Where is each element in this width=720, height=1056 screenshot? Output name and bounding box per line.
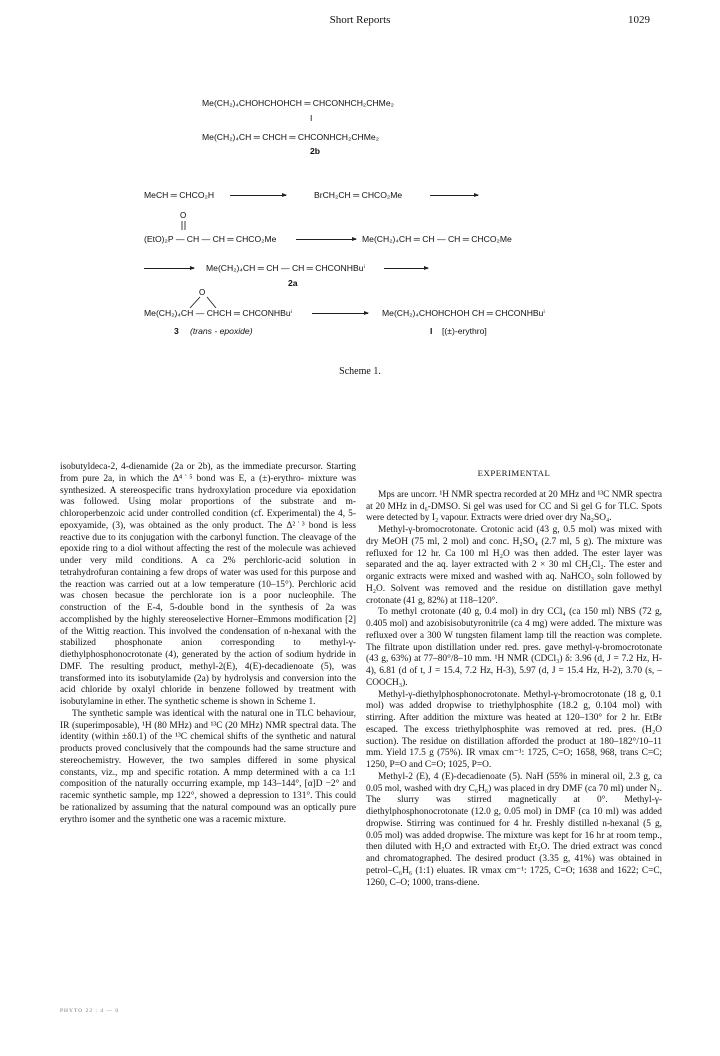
scheme-compound-I-label: I xyxy=(310,113,313,123)
scheme-compound-3-label: 3 xyxy=(174,326,179,336)
page-number: 1029 xyxy=(628,14,650,26)
reaction-arrow xyxy=(312,313,368,314)
experimental-paragraph: Methyl-γ-diethylphosphonocrotonate. Methyl-γ-bromocrotonate (18 g, 0.1 mol) was added dropwise to triethylphosphite (18.2 g, 0.104 mol) with stirring. After addition the mixture was heated at 120–130° for 2 hr. EtBr escaped. The excess triethylphosphite was removed at red. pres. (H₂O suction). The residue on distillation afforded the product at 180–182°/10–11 mm. Yield 17.5 g (75%). IR νmax cm⁻¹: 1725, C=O; 1658, 968, trans C=C; 1250, P=O and C=O; 1025, P=O. xyxy=(366,689,662,770)
experimental-paragraph: To methyl crotonate (40 g, 0.4 mol) in dry CCl₄ (ca 150 ml) NBS (72 g, 0.405 mol) and azobisisobutyronitrile (ca 4 mg) were added. The mixture was refluxed over a 300 W tungsten filament lamp till the reaction was complete. The filtrate upon distillation under red. pres. gave methyl-γ-bromocrotonate (43 g, 63%) at 77–80°/8–10 mm. ¹H NMR (CDCl₃) δ: 3.96 (d, J = 7.2 Hz, H-4), 6.81 (d of t, J = 15.4, 7.2 Hz, H-3), 5.97 (d, J = 15.4 Hz, H-2), 3.70 (s, –COOCH₃). xyxy=(366,607,662,688)
page-header xyxy=(0,14,720,34)
scheme-compound-2b-label: 2b xyxy=(310,146,321,156)
experimental-paragraph: Mps are uncorr. ¹H NMR spectra recorded at 20 MHz and ¹³C NMR spectra at 20 MHz in d₆-DMSO. Si gel was used for CC and Si gel G for TLC. Spots were detected by I₂ vapour. Extracts were dried over dry Na₂SO₄. xyxy=(366,489,662,524)
right-column xyxy=(366,462,662,889)
reaction-arrow xyxy=(296,239,356,240)
reaction-scheme xyxy=(130,80,590,380)
svg-text:O: O xyxy=(199,288,206,297)
experimental-paragraph: Methyl-2 (E), 4 (E)-decadienoate (5). NaH (55% in mineral oil, 2.3 g, ca 0.05 mol, washed with dry C₆H₆) was placed in dry DMF (ca 70 ml) under N₂. The slurry was stirred magnetically at 0°. Methyl-γ-diethylphosphonocrotonate (12.0 g, 0.05 mol) in DMF (ca 10 ml) was added dropwise. Stirring was continued for 4 hr. Freshly distilled n-hexanal (5 g, 0.05 mol) was added dropwise. The mixture was kept for 16 hr at room temp., then diluted with H₂O and extracted with Et₂O. The dried extract was concd and chromatographed. The desired product (3.35 g, 41%) was obtained in petrol–C₆H₆ (1:1) eluates. IR νmax cm⁻¹: 1725, C=O; 1638 and 1622; C=C, 1260, C–O; 1000, trans-diene. xyxy=(366,771,662,888)
running-title: Short Reports xyxy=(329,14,391,26)
scheme-compound-I-note: [(±)-erythro] xyxy=(442,326,487,336)
left-column xyxy=(60,462,356,826)
reaction-arrow xyxy=(230,195,286,196)
reaction-arrow xyxy=(384,268,428,269)
experimental-paragraph: Methyl-γ-bromocrotonate. Crotonic acid (43 g, 0.5 mol) was mixed with dry MeOH (75 ml, 2 mol) and conc. H₂SO₄ (2.7 ml, 5 g). The mixture was refluxed for 12 hr. Ca 100 ml H₂O was then added. The ester layer was separated and the aq. layer extracted with 2 × 30 ml CH₂Cl₂. The ester and organic extracts were mixed and washed with aq. NaHCO₃ soln followed by H₂O. Solvent was removed and the residue on distillation gave methyl crotonate (41 g, 82%) at 118–120°. xyxy=(366,525,662,606)
scheme-bromocrotonate: BrCH₂CH ═ CHCO₂Me xyxy=(314,190,403,200)
reaction-arrow xyxy=(430,195,478,196)
scheme-line-2: Me(CH₂)₄CH ═ CHCH ═ CHCONHCH₂CHMe₂ xyxy=(202,132,380,142)
scheme-dienamide: Me(CH₂)₄CH ═ CH — CH ═ CHCONHBuⁱ xyxy=(206,263,366,273)
body-paragraph: isobutyldeca-2, 4-dienamide (2a or 2b), as the immediate precursor. Starting from pure 2a, in which the Δ⁴˙⁵ bond was E, a (±)-erythro- mixture was synthesized. A stereospecific trans hydroxylation procedure via epoxidation was followed. Using molar proportions of the substrate and m-chloroperbenzoic acid under controlled condition (cf. Experimental) the 4, 5-epoxyamide, (3), was obtained as the only product. The Δ²˙³ bond is less reactive due to its conjugation with the carbonyl function. The cleavage of the epoxide ring to a diol without affecting the rest of the molecule was achieved under very mild conditions. A ca 2% perchloric-acid solution in tetrahydrofuran containing a few drops of water was used for this purpose and the reaction was carried out at a low temperature (10–15°). Perchloric acid was chosen becasue the perchlorate ion is a poor nucleophile. The construction of the E-4, 5-double bond in the synthesis of 2a was accomplished by the highly stereoselective Horner–Emmons modification [2] of the Wittig reaction. This involved the condensation of n-hexanal with the stabilized phosphonate anion corresponding to methyl-γ-diethylphosphonocrotonate (4), generated by the action of sodium hydride in DMF. The resulting product, methyl-2(E), 4(E)-decadienoate (5), was transformed into its isobutylamide (2a) by hydrolysis and conversion into the acid chloride by oxalyl chloride in benzene followed by treatment with isobutylamine in ether. The synthetic scheme is shown in Scheme 1. xyxy=(60,462,356,707)
body-paragraph: The synthetic sample was identical with the natural one in TLC behaviour, IR (superimposable), ¹H (80 MHz) and ¹³C (20 MHz) NMR spectral data. The identity (within ±δ0.1) of the ¹³C chemical shifts of the synthetic and natural products proved conclusively that the compounds had the same structure and stereochemistry. However, the two samples differed in some physical constants, viz., mp and specific rotation. A mmp determined with a ca 1:1 composition of the naturally occurring example, mp 143–144°, [α]D −2° and racemic synthetic sample, mp 122°, showed a depression to 131°. This could be rationalized by assuming that the natural compound was an optically pure erythro isomer and the synthetic one was a racemic mixture. xyxy=(60,708,356,825)
scheme-compound-2a-label: 2a xyxy=(288,278,298,288)
scheme-diol: Me(CH₂)₄CHOHCHOH CH ═ CHCONHBuⁱ xyxy=(382,308,545,318)
scheme-crotonic-acid: MeCH ═ CHCO₂H xyxy=(144,190,215,200)
scheme-compound-3-note: (trans - epoxide) xyxy=(190,326,253,336)
phosphonate-oxygen-structure xyxy=(178,210,198,236)
svg-text:O: O xyxy=(180,211,187,220)
page-footer-code: PHYTO 22 : 4 — 0 xyxy=(60,1008,120,1014)
scheme-decadienoate: Me(CH₂)₄CH ═ CH — CH ═ CHCO₂Me xyxy=(362,234,512,244)
scheme-epoxide: Me(CH₂)₄CH — CHCH ═ CHCONHBuⁱ xyxy=(144,308,293,318)
scheme-caption: Scheme 1. xyxy=(339,366,381,377)
scheme-phosphonate: (EtO)₂P — CH — CH ═ CHCO₂Me xyxy=(144,234,277,244)
scheme-compound-I-final-label: I xyxy=(430,326,433,336)
section-heading-experimental: EXPERIMENTAL xyxy=(477,468,551,478)
epoxide-ring-structure xyxy=(186,286,220,308)
scheme-line-1: Me(CH₂)₄CHOHCHOHCH ═ CHCONHCH₂CHMe₂ xyxy=(202,98,394,108)
reaction-arrow xyxy=(144,268,194,269)
